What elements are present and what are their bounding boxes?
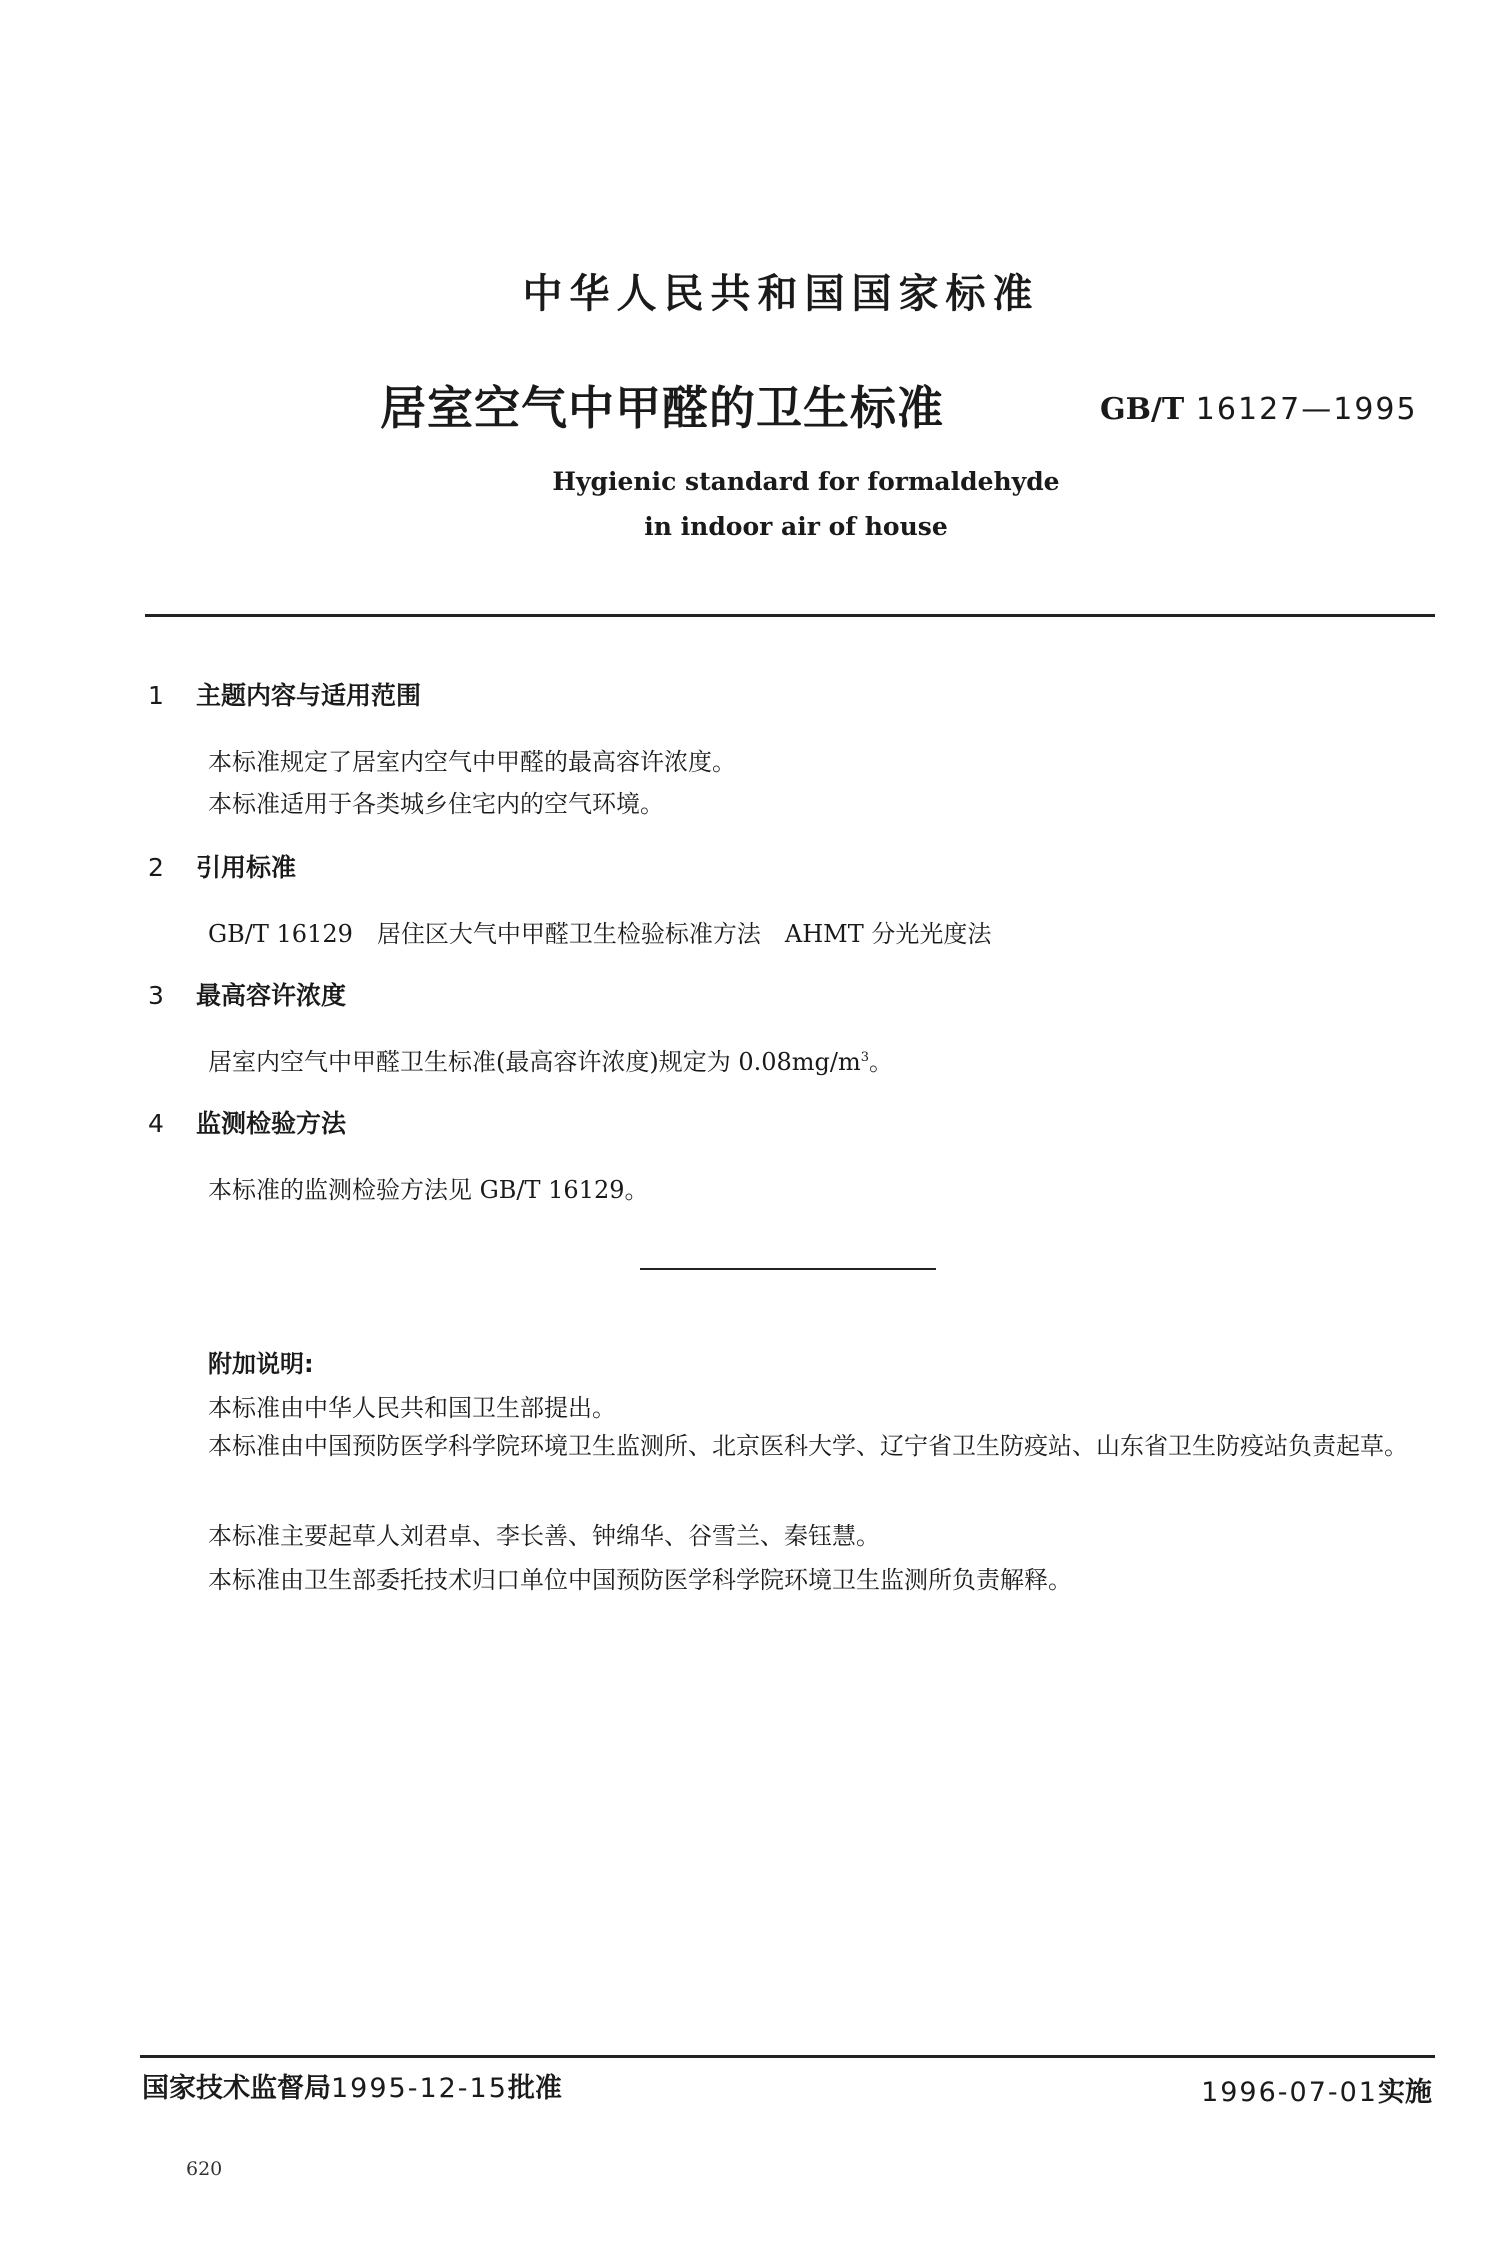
sentence-end: 。 <box>869 1048 894 1076</box>
note-item: 本标准由中国预防医学科学院环境卫生监测所、北京医科大学、辽宁省卫生防疫站、山东省卫生防疫站负责起草。 <box>208 1432 1408 1460</box>
section-2-heading <box>148 848 296 884</box>
english-title-line-2: in indoor air of house <box>644 512 948 541</box>
effective-label: 实施 <box>1378 2077 1432 2108</box>
document-title: 居室空气中甲醛的卫生标准 <box>380 381 944 435</box>
section-title: 主题内容与适用范围 <box>196 681 422 710</box>
section-number: 3 <box>148 981 164 1010</box>
page-number: 620 <box>186 2158 223 2180</box>
approval-label: 批准 <box>507 2073 562 2104</box>
section-title: 监测检验方法 <box>196 1109 347 1138</box>
section-number: 2 <box>148 853 164 882</box>
section-3-paragraph-1 <box>208 1042 893 1077</box>
effective-line <box>1201 2070 1432 2109</box>
section-title: 引用标准 <box>196 853 297 882</box>
standard-code-prefix: GB/T <box>1100 392 1185 427</box>
concentration-statement: 居室内空气中甲醛卫生标准(最高容许浓度)规定为 0.08mg/m <box>208 1048 861 1076</box>
section-1-paragraph-2: 本标准适用于各类城乡住宅内的空气环境。 <box>208 790 664 818</box>
approval-date: 1995-12-15 <box>331 2073 508 2104</box>
issuer: 国家技术监督局 <box>142 2073 331 2104</box>
english-title-line-1: Hygienic standard for formaldehyde <box>552 467 1060 496</box>
header-divider <box>145 614 1435 617</box>
standard-code-number: 16127—1995 <box>1184 392 1418 427</box>
section-4-heading <box>148 1104 346 1140</box>
note-item: 本标准主要起草人刘君卓、李长善、钟绵华、谷雪兰、秦钰慧。 <box>208 1522 880 1550</box>
effective-date: 1996-07-01 <box>1201 2077 1378 2108</box>
section-1-heading <box>148 676 421 712</box>
note-item: 本标准由中华人民共和国卫生部提出。 <box>208 1394 616 1422</box>
standard-number <box>1100 392 1418 427</box>
section-2-paragraph-1: GB/T 16129 居住区大气中甲醛卫生检验标准方法 AHMT 分光光度法 <box>208 920 992 948</box>
notes-title: 附加说明: <box>208 1350 314 1378</box>
section-3-heading <box>148 976 346 1012</box>
section-title: 最高容许浓度 <box>196 981 347 1010</box>
unit-superscript: 3 <box>860 1050 870 1065</box>
section-number: 1 <box>148 681 164 710</box>
footer-divider <box>140 2055 1435 2058</box>
national-standard-header: 中华人民共和国国家标准 <box>522 271 1040 317</box>
section-number: 4 <box>148 1109 164 1138</box>
note-item: 本标准由卫生部委托技术归口单位中国预防医学科学院环境卫生监测所负责解释。 <box>208 1566 1072 1594</box>
section-1-paragraph-1: 本标准规定了居室内空气中甲醛的最高容许浓度。 <box>208 748 736 776</box>
approval-line <box>142 2066 562 2105</box>
section-4-paragraph-1: 本标准的监测检验方法见 GB/T 16129。 <box>208 1176 649 1204</box>
end-of-body-divider <box>640 1268 936 1270</box>
